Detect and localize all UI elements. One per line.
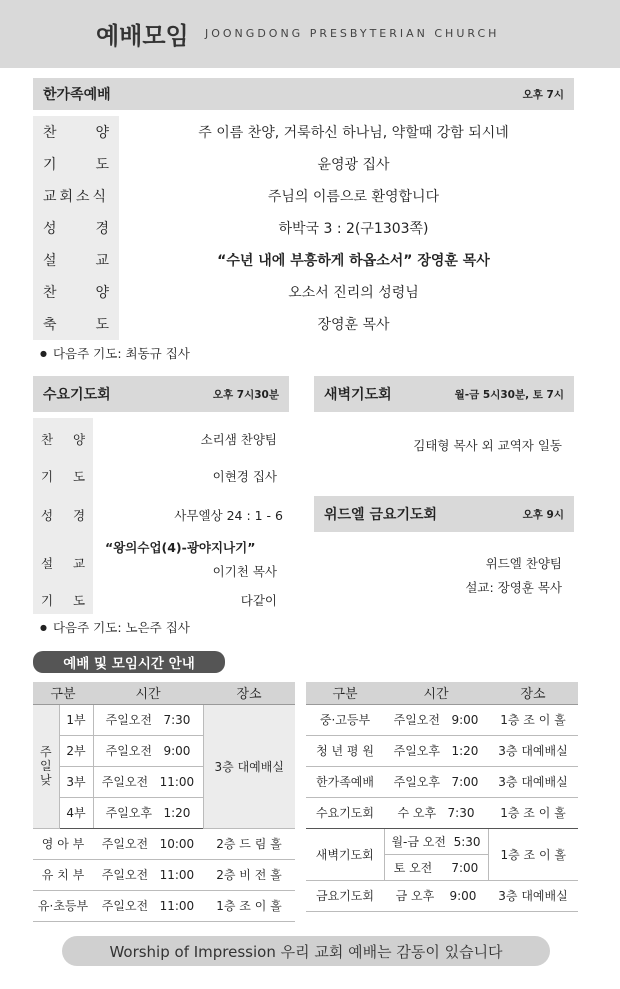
wednesday-time: 오후 7시30분	[212, 388, 279, 401]
dawn-schedule-place: 1층 조 이 홀	[488, 828, 578, 880]
wednesday-row-scripture	[33, 500, 289, 530]
wednesday-row-closing-prayer	[33, 585, 289, 615]
family-worship-row-label	[33, 186, 119, 206]
dawn-schedule-time-weekday: 월-금 오전 5:30	[384, 828, 488, 854]
table-row	[33, 828, 295, 859]
wednesday-closing-prayer: 다같이	[240, 593, 277, 608]
dept-place: 1층 조 이 홀	[488, 704, 578, 735]
dawn-schedule-time-saturday: 토 오전 7:00	[384, 854, 488, 880]
schedule-table-right	[306, 682, 578, 912]
family-worship-row	[33, 276, 574, 308]
friday-header	[314, 496, 574, 532]
wednesday-title: 수요기도회	[43, 387, 111, 403]
sunday-time: 주일오전 11:00	[93, 766, 203, 797]
dept-name: 수요기도회	[306, 797, 384, 828]
wednesday-row-praise	[33, 424, 289, 454]
dept-place: 1층 조 이 홀	[203, 890, 295, 921]
table-row	[306, 828, 578, 854]
family-worship-row-label	[33, 314, 119, 334]
wednesday-label-prayer-2: 도	[73, 469, 86, 484]
family-worship-label-char: 찬	[43, 285, 57, 301]
wednesday-label-prayer-1: 기	[41, 469, 54, 484]
wednesday-header	[33, 376, 289, 412]
friday-preacher: 설교: 장영훈 목사	[465, 580, 562, 595]
dawn-time: 월-금 5시30분, 토 7시	[454, 388, 564, 401]
dept-time: 주일오전 10:00	[93, 828, 203, 859]
family-worship-label-char: 찬	[43, 125, 57, 141]
friday-title: 위드엘 금요기도회	[324, 507, 438, 523]
family-worship-label-char: 설	[43, 253, 57, 269]
sunday-time: 주일오전 7:30	[93, 704, 203, 735]
wednesday-scripture: 사무엘상 24 : 1 - 6	[174, 508, 283, 523]
family-worship-label-char: 경	[95, 221, 109, 237]
sunday-place: 3층 대예배실	[203, 704, 295, 828]
sunday-part: 1부	[59, 704, 93, 735]
dept-time: 주일오전 11:00	[93, 859, 203, 890]
family-worship-row	[33, 212, 574, 244]
page-header	[0, 0, 620, 68]
schedule-title: 예배 및 모임시간 안내	[33, 651, 225, 673]
friday-schedule-name: 금요기도회	[306, 880, 384, 911]
family-worship-row-value: 윤영광 집사	[317, 157, 390, 173]
dept-name: 청 년 평 원	[306, 735, 384, 766]
dept-name: 유 치 부	[33, 859, 93, 890]
family-worship-row-label	[33, 282, 119, 302]
dept-time: 주일오후 7:00	[384, 766, 488, 797]
family-worship-label-char: 교회소식	[42, 189, 110, 205]
family-worship-row-label	[33, 122, 119, 142]
friday-schedule-place: 3층 대예배실	[488, 880, 578, 911]
wednesday-preacher: 이기천 목사	[212, 564, 277, 579]
dept-name: 한가족예배	[306, 766, 384, 797]
dept-time: 주일오전 9:00	[384, 704, 488, 735]
wednesday-row-prayer	[33, 461, 289, 491]
schedule-left-header-time: 시간	[93, 682, 203, 704]
schedule-left-header-row	[33, 682, 295, 704]
dept-name: 영 아 부	[33, 828, 93, 859]
page-title: 예배모임	[96, 22, 189, 50]
family-worship-header	[33, 78, 574, 110]
sunday-part: 4부	[59, 797, 93, 828]
family-worship-row-label	[33, 154, 119, 174]
family-worship-row	[33, 180, 574, 212]
schedule-right-header-category: 구분	[306, 682, 384, 704]
family-worship-label-char: 양	[95, 125, 109, 141]
sunday-part: 3부	[59, 766, 93, 797]
family-worship-label-char: 기	[43, 157, 57, 173]
schedule-right-header-place: 장소	[488, 682, 578, 704]
family-worship-row	[33, 308, 574, 340]
family-worship-label-char: 양	[95, 285, 109, 301]
family-worship-label-char: 성	[43, 221, 57, 237]
wednesday-label-closing-1: 기	[41, 593, 54, 608]
wednesday-row-sermon	[33, 538, 289, 588]
friday-time: 오후 9시	[522, 508, 564, 521]
family-worship-label-char: 도	[95, 317, 109, 333]
dawn-title: 새벽기도회	[324, 387, 392, 403]
family-worship-label-char: 도	[95, 157, 109, 173]
table-row	[33, 704, 295, 735]
wednesday-praise: 소리샘 찬양팀	[200, 432, 277, 447]
wednesday-prayer: 이현경 집사	[212, 469, 277, 484]
dawn-header	[314, 376, 574, 412]
dept-place: 1층 조 이 홀	[488, 797, 578, 828]
church-name: JOONGDONG PRESBYTERIAN CHURCH	[205, 27, 500, 40]
table-row	[306, 797, 578, 828]
footer-slogan: Worship of Impression 우리 교회 예배는 감동이 있습니다	[62, 936, 550, 966]
table-row	[306, 704, 578, 735]
family-worship-label-char: 축	[43, 317, 57, 333]
table-row	[306, 735, 578, 766]
wednesday-next-prayer: ● 다음주 기도: 노은주 집사	[40, 618, 190, 636]
family-worship-title: 한가족예배	[43, 87, 111, 103]
wednesday-label-praise-1: 찬	[41, 432, 54, 447]
sunday-time: 주일오후 1:20	[93, 797, 203, 828]
table-row	[33, 859, 295, 890]
friday-praise-team: 위드엘 찬양팀	[485, 556, 562, 571]
family-worship-label-char: 교	[95, 253, 109, 269]
dept-name: 중·고등부	[306, 704, 384, 735]
family-worship-row-value: 주님의 이름으로 환영합니다	[267, 189, 440, 205]
dept-time: 수 오후 7:30	[384, 797, 488, 828]
family-worship-row-value: 하박국 3 : 2(구1303쪽)	[278, 221, 429, 237]
sunday-part: 2부	[59, 735, 93, 766]
wednesday-label-closing-2: 도	[73, 593, 86, 608]
family-worship-row-value: 오소서 진리의 성령님	[288, 285, 419, 301]
family-worship-row-label	[33, 250, 119, 270]
wednesday-label-scripture-2: 경	[73, 508, 86, 523]
dept-time: 주일오후 1:20	[384, 735, 488, 766]
table-row	[306, 766, 578, 797]
schedule-right-header-row	[306, 682, 578, 704]
family-worship-row-value: “수년 내에 부흥하게 하옵소서” 장영훈 목사	[217, 253, 490, 269]
dept-place: 2층 드 림 홀	[203, 828, 295, 859]
sunday-group-label: 주 일 낮	[33, 704, 59, 828]
wednesday-label-sermon-2: 교	[73, 556, 86, 571]
dawn-leaders: 김태형 목사 외 교역자 일동	[413, 438, 562, 453]
dawn-schedule-name: 새벽기도회	[306, 828, 384, 880]
family-worship-row-label	[33, 218, 119, 238]
wednesday-label-scripture-1: 성	[41, 508, 54, 523]
dept-place: 2층 비 전 홀	[203, 859, 295, 890]
schedule-left-header-category: 구분	[33, 682, 93, 704]
family-worship-row-value: 장영훈 목사	[317, 317, 390, 333]
wednesday-label-praise-2: 양	[73, 432, 86, 447]
table-row	[33, 890, 295, 921]
schedule-table-left	[33, 682, 295, 922]
table-row	[306, 880, 578, 911]
friday-schedule-time: 금 오후 9:00	[384, 880, 488, 911]
family-worship-row-value: 주 이름 찬양, 거룩하신 하나님, 약할때 강함 되시네	[198, 125, 509, 141]
family-worship-row	[33, 244, 574, 276]
wednesday-sermon-title: “왕의수업(4)-광야지나기”	[105, 540, 256, 555]
wednesday-label-sermon-1: 설	[41, 556, 54, 571]
schedule-left-header-place: 장소	[203, 682, 295, 704]
dept-name: 유·초등부	[33, 890, 93, 921]
schedule-right-header-time: 시간	[384, 682, 488, 704]
dept-time: 주일오전 11:00	[93, 890, 203, 921]
family-worship-row	[33, 116, 574, 148]
family-worship-time: 오후 7시	[522, 88, 564, 101]
sunday-time: 주일오전 9:00	[93, 735, 203, 766]
dept-place: 3층 대예배실	[488, 735, 578, 766]
family-worship-row	[33, 148, 574, 180]
dept-place: 3층 대예배실	[488, 766, 578, 797]
family-worship-next-prayer: ● 다음주 기도: 최동규 집사	[40, 344, 190, 362]
